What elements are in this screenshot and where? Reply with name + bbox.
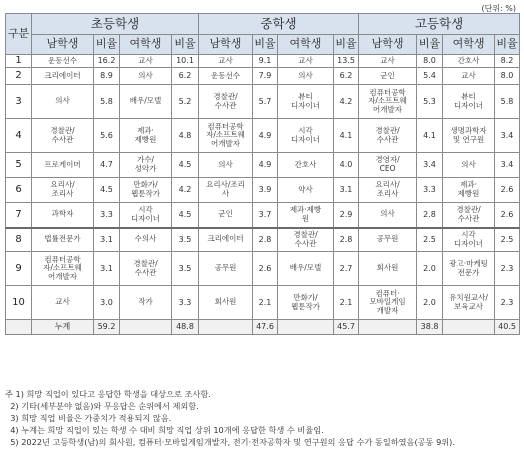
rank-cell: 8	[6, 228, 32, 252]
job-cell: 컴퓨터공학 자/소프트웨 어개발자	[359, 85, 417, 119]
job-cell: 수의사	[120, 228, 172, 252]
ratio-cell: 4.5	[172, 203, 199, 228]
job-cell: 생명과학자 및 연구원	[443, 119, 495, 153]
job-cell: 군인	[199, 203, 253, 228]
header-elementary: 초등학생	[32, 14, 199, 35]
unit-label: (단위: %)	[481, 4, 516, 13]
job-cell: 크리에이터	[32, 68, 94, 85]
ratio-cell: 2.6	[495, 203, 520, 228]
job-cell: 경찰관/ 수사관	[359, 119, 417, 153]
ratio-cell: 8.0	[495, 68, 520, 85]
job-cell: 뷰티 디자이너	[278, 85, 334, 119]
ratio-cell: 2.3	[495, 286, 520, 320]
job-cell: 작가	[120, 286, 172, 320]
job-cell: 경찰관/ 수사관	[120, 252, 172, 286]
job-cell: 교사	[359, 55, 417, 68]
ratio-cell: 3.5	[172, 228, 199, 252]
rank-cell: 6	[6, 178, 32, 203]
ratio-header: 비율	[172, 35, 199, 55]
footnote-line: 5) 2022년 고등학생(남)의 회사원, 컴퓨터·모바일게임개발자, 전기·전자공학자 및 연구원의 응답 수가 동일하였음(공동 9위).	[5, 436, 455, 447]
sum-male-ratio: 38.8	[417, 320, 443, 335]
sum-cell	[359, 320, 417, 335]
table-row	[6, 55, 520, 68]
ratio-cell: 4.5	[172, 153, 199, 178]
sum-label: 누계	[32, 320, 94, 335]
ratio-cell: 2.0	[417, 286, 443, 320]
ratio-cell: 3.3	[172, 286, 199, 320]
ratio-cell: 8.2	[495, 55, 520, 68]
job-cell: 공무원	[199, 252, 253, 286]
ratio-cell: 3.9	[253, 178, 278, 203]
ratio-cell: 3.3	[417, 178, 443, 203]
job-cell: 의사	[120, 68, 172, 85]
job-cell: 크리에이터	[199, 228, 253, 252]
job-cell: 시각 디자이너	[443, 228, 495, 252]
sum-cell	[199, 320, 253, 335]
ratio-cell: 3.4	[495, 153, 520, 178]
rank-cell: 9	[6, 252, 32, 286]
job-cell: 배우/모델	[278, 252, 334, 286]
ratio-cell: 2.8	[334, 228, 359, 252]
ratio-header: 비율	[94, 35, 120, 55]
job-cell: 회사원	[359, 252, 417, 286]
ratio-cell: 2.1	[253, 286, 278, 320]
table-row	[6, 228, 520, 252]
ratio-header: 비율	[495, 35, 520, 55]
sum-female-ratio: 40.5	[495, 320, 520, 335]
ratio-cell: 4.2	[172, 178, 199, 203]
rank-cell: 10	[6, 286, 32, 320]
footnote-line: 2) 기타(세부분야 없음)와 무응답은 순위에서 제외함.	[5, 400, 199, 411]
job-cell: 경찰관/ 수사관	[443, 203, 495, 228]
ratio-cell: 5.7	[253, 85, 278, 119]
header-middle: 중학생	[199, 14, 359, 35]
job-cell: 교사	[278, 55, 334, 68]
job-cell: 뷰티 디자이너	[443, 85, 495, 119]
ratio-cell: 16.2	[94, 55, 120, 68]
header-high: 고등학생	[359, 14, 520, 35]
ratio-cell: 2.8	[417, 203, 443, 228]
ratio-cell: 8.0	[417, 55, 443, 68]
ratio-cell: 6.2	[172, 68, 199, 85]
job-cell: 간호사	[443, 55, 495, 68]
job-cell: 광고·마케팅 전문가	[443, 252, 495, 286]
rank-cell: 4	[6, 119, 32, 153]
ratio-header: 비율	[417, 35, 443, 55]
job-cell: 간호사	[278, 153, 334, 178]
job-cell: 의사	[199, 153, 253, 178]
ratio-cell: 2.6	[495, 178, 520, 203]
sum-male-ratio: 47.6	[253, 320, 278, 335]
ratio-cell: 3.5	[172, 252, 199, 286]
female-header: 여학생	[120, 35, 172, 55]
rank-cell: 7	[6, 203, 32, 228]
sum-cell	[443, 320, 495, 335]
ratio-cell: 3.3	[94, 203, 120, 228]
ratio-cell: 3.1	[94, 228, 120, 252]
job-cell: 군인	[359, 68, 417, 85]
ratio-cell: 3.4	[495, 119, 520, 153]
rank-cell: 2	[6, 68, 32, 85]
ratio-cell: 5.4	[417, 68, 443, 85]
sum-row	[6, 320, 520, 335]
sum-cell	[278, 320, 334, 335]
rank-cell: 3	[6, 85, 32, 119]
job-cell: 의사	[278, 68, 334, 85]
footnotes	[5, 389, 455, 449]
sum-female-ratio: 48.8	[172, 320, 199, 335]
ratio-cell: 3.0	[94, 286, 120, 320]
ratio-cell: 4.2	[334, 85, 359, 119]
ratio-cell: 4.0	[334, 153, 359, 178]
job-cell: 요리사/ 조리사	[32, 178, 94, 203]
male-header: 남학생	[32, 35, 94, 55]
ratio-header: 비율	[334, 35, 359, 55]
table-row	[6, 85, 520, 119]
job-cell: 컴퓨터· 모바일게임 개발자	[359, 286, 417, 320]
job-cell: 약사	[278, 178, 334, 203]
job-cell: 과학자	[32, 203, 94, 228]
ratio-cell: 5.8	[94, 85, 120, 119]
ratio-cell: 2.0	[417, 252, 443, 286]
rank-cell: 1	[6, 55, 32, 68]
table-row	[6, 252, 520, 286]
job-cell: 경찰관/ 수사관	[199, 85, 253, 119]
ratio-cell: 8.9	[94, 68, 120, 85]
job-cell: 유치원교사/ 보육교사	[443, 286, 495, 320]
ratio-cell: 2.5	[417, 228, 443, 252]
ratio-cell: 3.7	[253, 203, 278, 228]
ratio-cell: 4.1	[417, 119, 443, 153]
ratio-cell: 4.9	[253, 119, 278, 153]
job-cell: 경찰관/ 수사관	[278, 228, 334, 252]
job-cell: 컴퓨터공학 자/소프트웨 어개발자	[199, 119, 253, 153]
male-header: 남학생	[199, 35, 253, 55]
ratio-cell: 5.2	[172, 85, 199, 119]
table-row	[6, 203, 520, 228]
rank-cell: 5	[6, 153, 32, 178]
job-cell: 공무원	[359, 228, 417, 252]
footnote-line: 주 1) 희망 직업이 있다고 응답한 학생을 대상으로 조사함.	[5, 389, 211, 399]
header-gubun: 구분	[6, 14, 32, 55]
job-cell: 의사	[443, 153, 495, 178]
ratio-cell: 5.6	[94, 119, 120, 153]
job-cell: 교사	[32, 286, 94, 320]
ratio-cell: 4.8	[172, 119, 199, 153]
female-header: 여학생	[278, 35, 334, 55]
ratio-header: 비율	[253, 35, 278, 55]
ratio-cell: 9.1	[253, 55, 278, 68]
job-cell: 요리사/조리 사	[199, 178, 253, 203]
job-cell: 경영자/ CEO	[359, 153, 417, 178]
job-cell: 가수/ 성악가	[120, 153, 172, 178]
job-cell: 운동선수	[199, 68, 253, 85]
job-cell: 프로게이머	[32, 153, 94, 178]
table-row	[6, 119, 520, 153]
job-cell: 시각 디자이너	[120, 203, 172, 228]
table-row	[6, 286, 520, 320]
ratio-cell: 2.6	[253, 252, 278, 286]
job-cell: 시각 디자이너	[278, 119, 334, 153]
ratio-cell: 13.5	[334, 55, 359, 68]
ratio-cell: 4.5	[94, 178, 120, 203]
job-cell: 배우/모델	[120, 85, 172, 119]
ratio-cell: 10.1	[172, 55, 199, 68]
ratio-cell: 3.4	[417, 153, 443, 178]
sum-male-ratio: 59.2	[94, 320, 120, 335]
job-cell: 교사	[120, 55, 172, 68]
job-cell: 회사원	[199, 286, 253, 320]
ratio-cell: 2.5	[495, 228, 520, 252]
job-cell: 만화가/ 웹툰작가	[120, 178, 172, 203]
ratio-cell: 2.8	[253, 228, 278, 252]
ratio-cell: 2.7	[334, 252, 359, 286]
footnote-line: 4) 누계는 희망 직업이 있는 학생 수 대비 희망 직업 상위 10개에 응답한 학생 수 비율임.	[5, 424, 324, 435]
ratio-cell: 2.9	[334, 203, 359, 228]
job-cell: 의사	[32, 85, 94, 119]
ratio-cell: 2.3	[495, 252, 520, 286]
ratio-cell: 3.1	[334, 178, 359, 203]
job-cell: 운동선수	[32, 55, 94, 68]
ratio-cell: 2.1	[334, 286, 359, 320]
ratio-cell: 3.1	[94, 252, 120, 286]
sum-female-ratio: 45.7	[334, 320, 359, 335]
table-row	[6, 178, 520, 203]
ratio-cell: 4.9	[253, 153, 278, 178]
job-cell: 교사	[199, 55, 253, 68]
ratio-cell: 5.3	[417, 85, 443, 119]
footnote-line: 3) 희망 직업 비율은 가중치가 적용되지 않음.	[5, 412, 172, 423]
sum-cell	[6, 320, 32, 335]
job-cell: 제과·제빵 원	[278, 203, 334, 228]
job-cell: 만화가/ 웹툰작가	[278, 286, 334, 320]
ratio-cell: 4.7	[94, 153, 120, 178]
female-header: 여학생	[443, 35, 495, 55]
ratio-cell: 7.9	[253, 68, 278, 85]
ratio-cell: 4.1	[334, 119, 359, 153]
table-row	[6, 153, 520, 178]
job-cell: 교사	[443, 68, 495, 85]
job-cell: 의사	[359, 203, 417, 228]
job-cell: 컴퓨터공학 자/소프트웨 어개발자	[32, 252, 94, 286]
sum-cell	[120, 320, 172, 335]
job-cell: 경찰관/ 수사관	[32, 119, 94, 153]
table-row	[6, 68, 520, 85]
job-cell: 제과· 제빵원	[443, 178, 495, 203]
ratio-cell: 5.8	[495, 85, 520, 119]
male-header: 남학생	[359, 35, 417, 55]
job-cell: 법률전문가	[32, 228, 94, 252]
job-cell: 요리사/ 조리사	[359, 178, 417, 203]
ratio-cell: 6.2	[334, 68, 359, 85]
job-cell: 제과· 제빵원	[120, 119, 172, 153]
career-table	[5, 13, 520, 335]
